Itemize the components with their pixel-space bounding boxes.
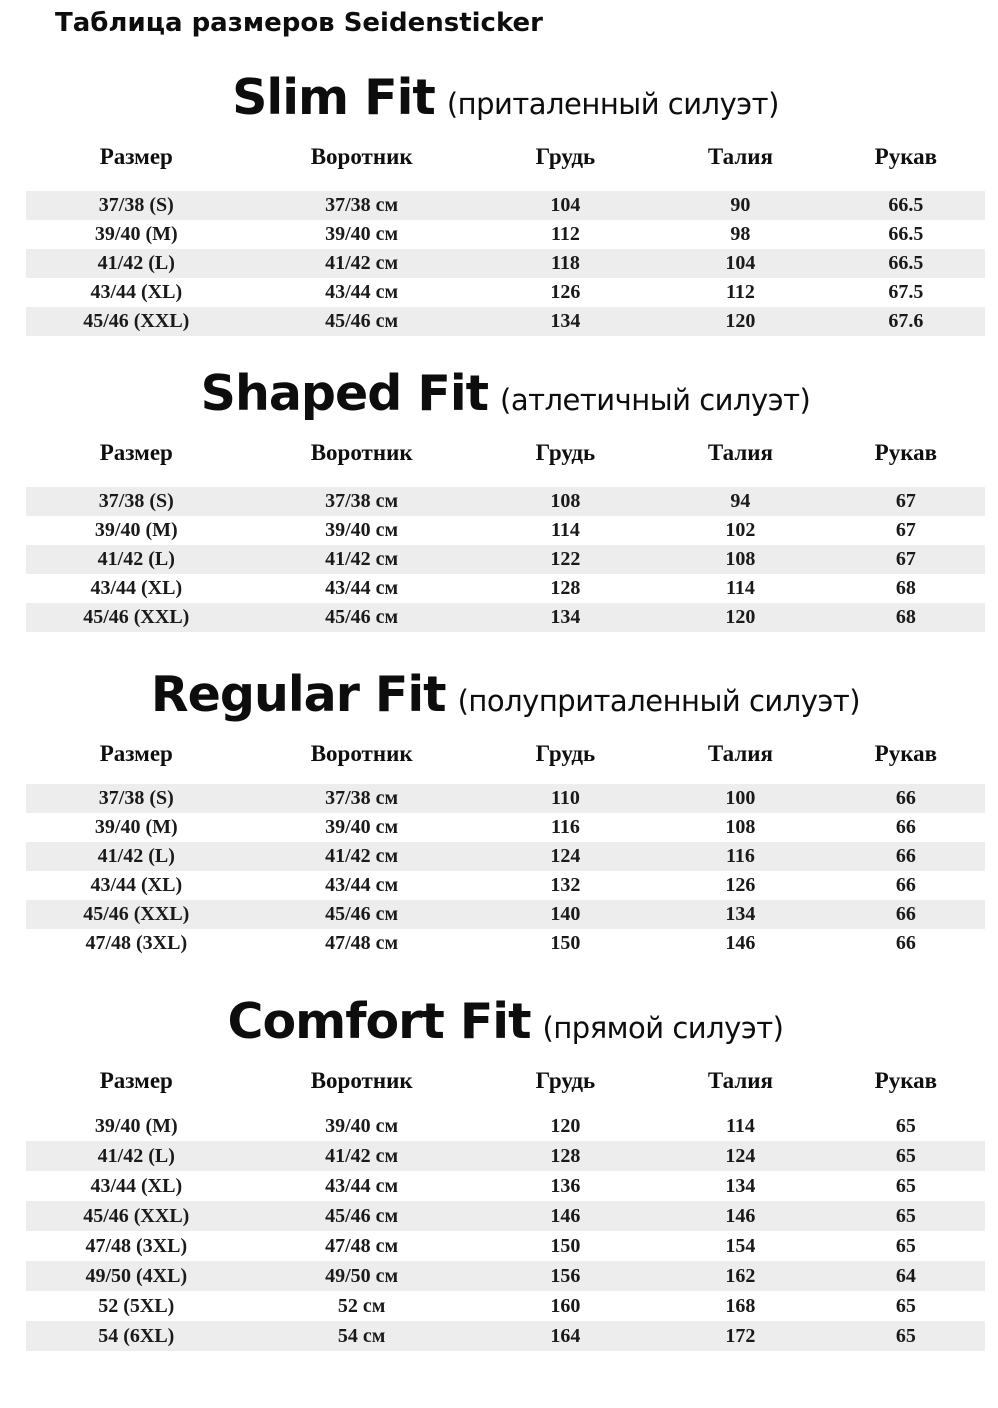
- column-header: Грудь: [535, 440, 596, 465]
- table-cell: 37/38 (S): [98, 787, 174, 809]
- header-row: [26, 440, 985, 487]
- table-cell: 43/44 (XL): [90, 577, 183, 599]
- table-cell: 65: [895, 1144, 916, 1167]
- page-title: Таблица размеров Seidensticker: [55, 8, 543, 38]
- table-row: [26, 603, 985, 632]
- table-cell: 66: [895, 816, 916, 838]
- table-cell: 65: [895, 1234, 916, 1257]
- table-cell: 108: [550, 490, 581, 512]
- fit-name: Comfort Fit: [227, 993, 531, 1050]
- header-row: [26, 1068, 985, 1111]
- table-cell: 52 (5XL): [98, 1294, 175, 1317]
- table-cell: 47/48 (3XL): [85, 1234, 188, 1257]
- table-cell: 45/46 (XXL): [83, 606, 190, 628]
- table-cell: 37/38 (S): [98, 194, 174, 216]
- table-row: [26, 278, 985, 307]
- table-cell: 43/44 см: [325, 874, 399, 896]
- table-cell: 126: [725, 874, 756, 896]
- table-cell: 172: [725, 1324, 756, 1347]
- table-row: [26, 545, 985, 574]
- table-cell: 43/44 см: [325, 577, 399, 599]
- table-cell: 67: [895, 548, 916, 570]
- table-cell: 134: [725, 903, 756, 925]
- section-title-regular-fit: [26, 667, 985, 723]
- table-cell: 114: [725, 1114, 755, 1137]
- section-shaped-fit: [0, 366, 998, 632]
- table-cell: 41/42 см: [325, 1144, 399, 1167]
- table-cell: 124: [725, 1144, 756, 1167]
- table-cell: 134: [725, 1174, 756, 1197]
- column-header: Грудь: [535, 1068, 596, 1093]
- table-cell: 67.6: [888, 310, 924, 332]
- table-cell: 41/42 (L): [97, 548, 175, 570]
- table-row: [26, 871, 985, 900]
- column-header: Размер: [99, 144, 173, 169]
- column-header: Размер: [99, 1068, 173, 1093]
- table-cell: 68: [895, 577, 916, 599]
- table-cell: 134: [550, 310, 581, 332]
- table-cell: 37/38 см: [325, 194, 399, 216]
- fit-subtitle: (прямой силуэт): [542, 1011, 784, 1045]
- table-cell: 66: [895, 932, 916, 954]
- table-cell: 120: [550, 1114, 581, 1137]
- fit-name: Slim Fit: [232, 69, 435, 126]
- table-cell: 132: [550, 874, 581, 896]
- table-cell: 49/50 (4XL): [85, 1264, 188, 1287]
- table-cell: 146: [550, 1204, 581, 1227]
- size-table-comfort-fit: [26, 1068, 985, 1351]
- table-cell: 64: [895, 1264, 916, 1287]
- table-row: [26, 1141, 985, 1171]
- section-title-comfort-fit: [26, 994, 985, 1050]
- table-cell: 134: [550, 606, 581, 628]
- section-regular-fit: [0, 667, 998, 958]
- column-header: Рукав: [874, 1068, 938, 1093]
- table-cell: 43/44 см: [325, 1174, 399, 1197]
- table-cell: 114: [725, 577, 755, 599]
- table-cell: 43/44 (XL): [90, 1174, 183, 1197]
- table-cell: 90: [730, 194, 751, 216]
- table-cell: 37/38 см: [325, 787, 399, 809]
- table-cell: 45/46 (XXL): [83, 310, 190, 332]
- column-header: Размер: [99, 741, 173, 766]
- table-cell: 146: [725, 932, 756, 954]
- table-row: [26, 574, 985, 603]
- header-row: [26, 144, 985, 191]
- table-cell: 128: [550, 577, 581, 599]
- table-cell: 146: [725, 1204, 756, 1227]
- table-cell: 108: [725, 548, 756, 570]
- table-row: [26, 1261, 985, 1291]
- table-row: [26, 191, 985, 220]
- column-header: Талия: [707, 440, 773, 465]
- column-header: Воротник: [310, 440, 413, 465]
- table-row: [26, 1201, 985, 1231]
- table-row: [26, 1321, 985, 1351]
- table-cell: 39/40 см: [325, 519, 399, 541]
- table-cell: 41/42 см: [325, 252, 399, 274]
- table-cell: 66.5: [888, 194, 924, 216]
- table-row: [26, 307, 985, 336]
- table-row: [26, 1171, 985, 1201]
- table-row: [26, 929, 985, 958]
- table-cell: 100: [725, 787, 756, 809]
- table-cell: 45/46 см: [325, 606, 399, 628]
- table-cell: 52 см: [337, 1294, 386, 1317]
- table-cell: 114: [550, 519, 580, 541]
- table-cell: 65: [895, 1324, 916, 1347]
- table-cell: 104: [550, 194, 581, 216]
- table-cell: 47/48 (3XL): [85, 932, 188, 954]
- table-row: [26, 249, 985, 278]
- table-cell: 67.5: [888, 281, 924, 303]
- table-cell: 66: [895, 903, 916, 925]
- table-cell: 102: [725, 519, 756, 541]
- section-title-shaped-fit: [26, 366, 985, 422]
- table-cell: 65: [895, 1294, 916, 1317]
- table-cell: 41/42 см: [325, 845, 399, 867]
- table-cell: 122: [550, 548, 581, 570]
- table-row: [26, 1111, 985, 1141]
- table-cell: 67: [895, 519, 916, 541]
- table-cell: 43/44 (XL): [90, 281, 183, 303]
- table-row: [26, 900, 985, 929]
- table-cell: 65: [895, 1114, 916, 1137]
- table-cell: 43/44 (XL): [90, 874, 183, 896]
- column-header: Грудь: [535, 741, 596, 766]
- table-cell: 65: [895, 1204, 916, 1227]
- table-cell: 118: [550, 252, 580, 274]
- section-slim-fit: [0, 70, 998, 336]
- table-cell: 104: [725, 252, 756, 274]
- table-cell: 156: [550, 1264, 581, 1287]
- size-table-regular-fit: [26, 741, 985, 958]
- table-cell: 66.5: [888, 223, 924, 245]
- fit-name: Shaped Fit: [200, 365, 489, 422]
- table-cell: 164: [550, 1324, 581, 1347]
- table-cell: 39/40 см: [325, 816, 399, 838]
- table-cell: 112: [725, 281, 755, 303]
- table-cell: 66: [895, 845, 916, 867]
- table-cell: 54 (6XL): [98, 1324, 175, 1347]
- table-cell: 39/40 см: [325, 1114, 399, 1137]
- table-cell: 39/40 (M): [94, 519, 178, 541]
- size-table-slim-fit: [26, 144, 985, 336]
- table-cell: 49/50 см: [325, 1264, 399, 1287]
- table-cell: 39/40 см: [325, 223, 399, 245]
- section-title-slim-fit: [26, 70, 985, 126]
- size-table-shaped-fit: [26, 440, 985, 632]
- column-header: Талия: [707, 741, 773, 766]
- table-cell: 98: [730, 223, 751, 245]
- table-cell: 45/46 (XXL): [83, 903, 190, 925]
- fit-subtitle: (полуприталенный силуэт): [457, 684, 861, 718]
- table-row: [26, 1291, 985, 1321]
- fit-subtitle: (атлетичный силуэт): [500, 383, 811, 417]
- table-row: [26, 842, 985, 871]
- table-cell: 66.5: [888, 252, 924, 274]
- table-cell: 45/46 см: [325, 310, 399, 332]
- section-comfort-fit: [0, 994, 998, 1351]
- table-row: [26, 220, 985, 249]
- table-cell: 66: [895, 874, 916, 896]
- table-cell: 128: [550, 1144, 581, 1167]
- table-cell: 140: [550, 903, 581, 925]
- header-row: [26, 741, 985, 784]
- column-header: Воротник: [310, 741, 413, 766]
- table-cell: 120: [725, 606, 756, 628]
- table-row: [26, 1231, 985, 1261]
- column-header: Талия: [707, 1068, 773, 1093]
- column-header: Рукав: [874, 741, 938, 766]
- table-cell: 116: [725, 845, 755, 867]
- table-cell: 126: [550, 281, 581, 303]
- table-row: [26, 516, 985, 545]
- column-header: Воротник: [310, 1068, 413, 1093]
- column-header: Талия: [707, 144, 773, 169]
- table-cell: 54 см: [337, 1324, 386, 1347]
- table-cell: 39/40 (M): [94, 223, 178, 245]
- table-cell: 43/44 см: [325, 281, 399, 303]
- fit-subtitle: (приталенный силуэт): [446, 87, 779, 121]
- table-cell: 94: [730, 490, 751, 512]
- table-cell: 41/42 (L): [97, 1144, 175, 1167]
- table-cell: 66: [895, 787, 916, 809]
- table-cell: 124: [550, 845, 581, 867]
- table-cell: 45/46 см: [325, 1204, 399, 1227]
- table-cell: 150: [550, 1234, 581, 1257]
- table-cell: 65: [895, 1174, 916, 1197]
- table-cell: 67: [895, 490, 916, 512]
- table-cell: 45/46 (XXL): [83, 1204, 190, 1227]
- table-cell: 136: [550, 1174, 581, 1197]
- column-header: Грудь: [535, 144, 596, 169]
- column-header: Рукав: [874, 440, 938, 465]
- table-cell: 37/38 (S): [98, 490, 174, 512]
- table-cell: 110: [550, 787, 580, 809]
- table-cell: 68: [895, 606, 916, 628]
- table-cell: 154: [725, 1234, 756, 1257]
- table-cell: 39/40 (M): [94, 1114, 178, 1137]
- table-cell: 160: [550, 1294, 581, 1317]
- column-header: Рукав: [874, 144, 938, 169]
- table-cell: 168: [725, 1294, 756, 1317]
- table-cell: 112: [550, 223, 580, 245]
- table-cell: 116: [550, 816, 580, 838]
- table-cell: 41/42 (L): [97, 845, 175, 867]
- column-header: Размер: [99, 440, 173, 465]
- table-cell: 39/40 (M): [94, 816, 178, 838]
- fit-name: Regular Fit: [150, 666, 446, 723]
- table-cell: 47/48 см: [325, 1234, 399, 1257]
- table-cell: 108: [725, 816, 756, 838]
- table-cell: 37/38 см: [325, 490, 399, 512]
- table-cell: 41/42 см: [325, 548, 399, 570]
- table-cell: 45/46 см: [325, 903, 399, 925]
- table-cell: 162: [725, 1264, 756, 1287]
- table-cell: 120: [725, 310, 756, 332]
- table-cell: 41/42 (L): [97, 252, 175, 274]
- table-row: [26, 813, 985, 842]
- table-row: [26, 487, 985, 516]
- column-header: Воротник: [310, 144, 413, 169]
- table-row: [26, 784, 985, 813]
- table-cell: 150: [550, 932, 581, 954]
- table-cell: 47/48 см: [325, 932, 399, 954]
